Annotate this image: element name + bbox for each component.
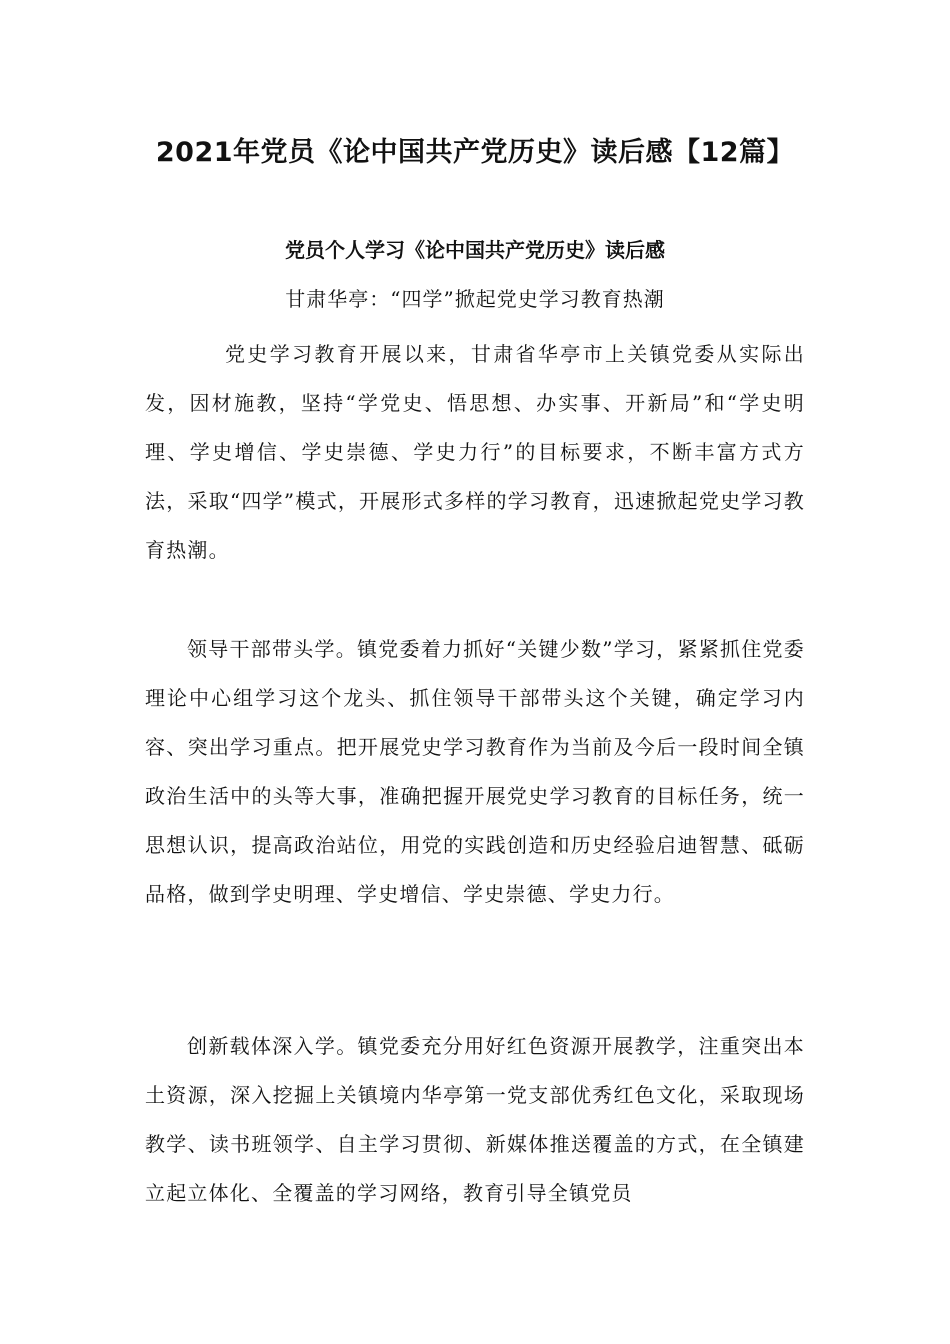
- paragraph-intro: 党史学习教育开展以来，甘肃省华亭市上关镇党委从实际出发，因材施教，坚持“学党史、悟思想、办实事、开新局”和“学史明理、学史增信、学史崇德、学史力行”的目标要求，不断丰富方式方法，采取“四学”模式，开展形式多样的学习教育，迅速掀起党史学习教育热潮。: [145, 342, 805, 562]
- document-title: 2021年党员《论中国共产党历史》读后感【12篇】: [155, 137, 795, 168]
- article-subtitle: 党员个人学习《论中国共产党历史》读后感: [285, 238, 665, 262]
- article-byline: 甘肃华亭：“四学”掀起党史学习教育热潮: [285, 287, 665, 311]
- paragraph-leaders-study: 领导干部带头学。镇党委着力抓好“关键少数”学习，紧紧抓住党委理论中心组学习这个龙头、抓住领导干部带头这个关键，确定学习内容、突出学习重点。把开展党史学习教育作为当前及今后一段时间全镇政治生活中的头等大事，准确把握开展党史学习教育的目标任务，统一思想认识，提高政治站位，用党的实践创造和历史经验启迪智慧、砥砺品格，做到学史明理、学史增信、学史崇德、学史力行。: [145, 637, 805, 906]
- paragraph-innovative-study: 创新载体深入学。镇党委充分用好红色资源开展教学，注重突出本土资源，深入挖掘上关镇境内华亭第一党支部优秀红色文化，采取现场教学、读书班领学、自主学习贯彻、新媒体推送覆盖的方式，在全镇建立起立体化、全覆盖的学习网络，教育引导全镇党员: [145, 1034, 805, 1205]
